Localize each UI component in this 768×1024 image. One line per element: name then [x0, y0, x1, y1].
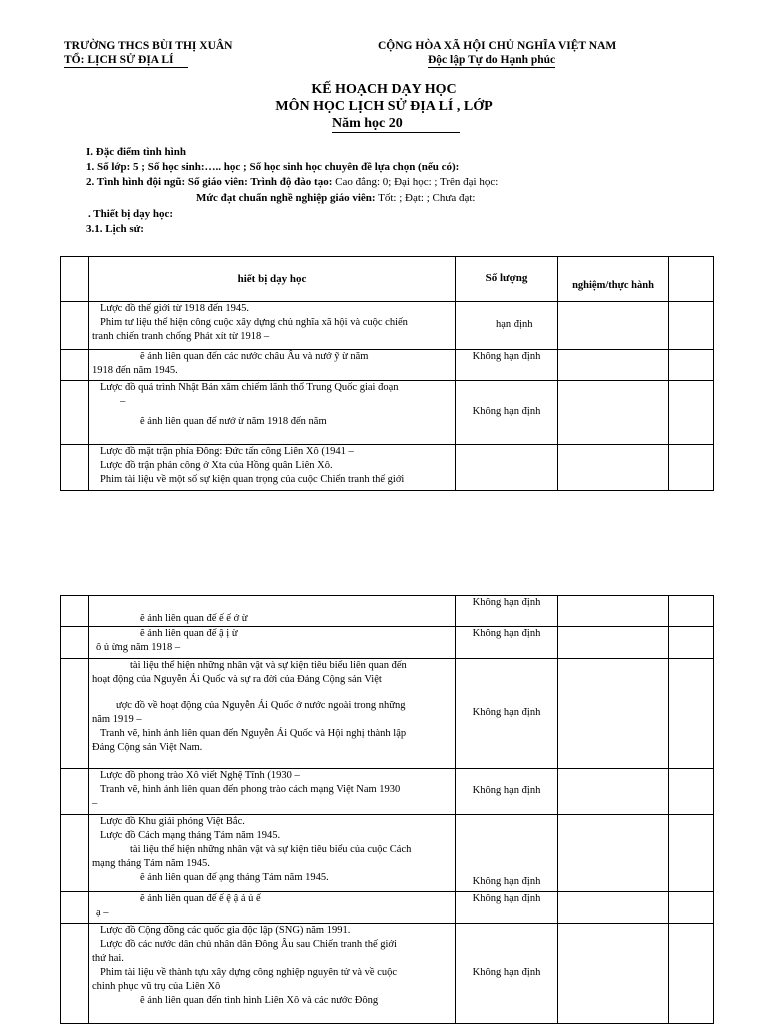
header-cell-note — [669, 257, 714, 302]
quantity-cell: Không hạn định — [456, 627, 558, 659]
table-row — [61, 924, 714, 1024]
quantity-cell: Không hạn định — [456, 892, 558, 924]
table-row — [61, 892, 714, 924]
quantity-cell: Không hạn định — [456, 381, 558, 445]
table-row — [61, 596, 714, 627]
staff-standard: Mức đạt chuẩn nghề nghiệp giáo viên: Tốt: ; Đạt: ; Chưa đạt: — [196, 192, 476, 204]
header-cell-index — [61, 257, 89, 302]
table-row — [61, 302, 714, 350]
equipment-cell: Lược đồ thế giới từ 1918 đến 1945. Phim tư liệu thể hiện công cuộc xây dựng chủ nghĩa xã hội và cuộc chiến tranh chiến tranh chống Phát xít từ 1918 – — [89, 302, 456, 350]
equipment-cell: Lược đồ quá trình Nhật Bản xâm chiếm lãnh thổ Trung Quốc giai đoạn – ẽ ảnh liên quan đế nướ ừ năm 1918 đến năm — [89, 381, 456, 445]
table-row — [61, 659, 714, 769]
quantity-cell: Không hạn định — [456, 659, 558, 769]
equipment-table-2 — [60, 595, 714, 1024]
history-heading: 3.1. Lịch sử: — [86, 223, 144, 235]
equipment-cell: Lược đồ mặt trận phía Đông: Đức tấn công Liên Xô (1941 – Lược đồ trận phản công ở Xta của Hồng quân Liên Xô. Phim tài liệu về một số sự kiện quan trọng của cuộc Chiến tranh thế giới — [89, 445, 456, 491]
equipment-heading: . Thiết bị dạy học: — [88, 208, 174, 220]
quantity-cell: Không hạn định — [456, 924, 558, 1024]
equipment-table-1 — [60, 256, 714, 491]
header-cell-experiment: nghiệm/thực hành — [558, 257, 669, 302]
table-row — [61, 381, 714, 445]
class-info: 1. Số lớp: 5 ; Số học sinh:….. học ; Số học sinh học chuyên đề lựa chọn (nếu có): — [86, 161, 460, 173]
section-situation: I. Đặc điểm tình hình — [86, 146, 186, 158]
quantity-cell — [456, 445, 558, 491]
table-row — [61, 627, 714, 659]
equipment-cell: ẽ ảnh liên quan đế ế ệ ậ ả ủ ế ạ – — [89, 892, 456, 924]
equipment-cell: ẽ ảnh liên quan đế ậ ị ừ ô ủ ừng năm 1918 – — [89, 627, 456, 659]
equipment-cell: tài liệu thể hiện những nhân vật và sự kiện tiêu biểu liên quan đến hoạt động của Nguyễn Ái Quốc và sự ra đời của Đảng Cộng sản Việt ược đồ về hoạt động của Nguyễn Ái Quốc ở nước ngoài trong những năm 1919 – Tranh vẽ, hình ảnh liên quan đến Nguyễn Ái Quốc và Hội nghị thành lập Đảng Cộng sản Việt Nam. — [89, 659, 456, 769]
school-name: TRƯỜNG THCS BÙI THỊ XUÂN — [64, 40, 233, 52]
table-row — [61, 350, 714, 381]
nation-name: CỘNG HÒA XÃ HỘI CHỦ NGHĨA VIỆT NAM — [378, 40, 617, 52]
table-header-row — [61, 257, 714, 302]
subject-title: MÔN HỌC LỊCH SỬ ĐỊA LÍ , LỚP — [275, 99, 493, 114]
table-row — [61, 815, 714, 892]
equipment-cell: ẽ ảnh liên quan đế ế ế ớ ừ — [89, 596, 456, 627]
plan-title: KẾ HOẠCH DẠY HỌC — [311, 82, 457, 97]
header-cell-quantity: Số lượng — [456, 257, 558, 302]
table-row — [61, 769, 714, 815]
table-row — [61, 445, 714, 491]
equipment-cell: Lược đồ Khu giải phóng Việt Bắc. Lược đồ Cách mạng tháng Tám năm 1945. tài liệu thể hiện những nhân vật và sự kiện tiêu biểu của cuộc Cách mạng tháng Tám năm 1945. ẽ ảnh liên quan đế ạng tháng Tám năm 1945. — [89, 815, 456, 892]
national-motto: Độc lập Tự do Hạnh phúc — [428, 54, 556, 66]
quantity-cell: Không hạn định — [456, 769, 558, 815]
equipment-cell: ẽ ảnh liên quan đến các nước châu Âu và nướ ỹ ừ năm 1918 đến năm 1945. — [89, 350, 456, 381]
quantity-cell: hạn định — [456, 302, 558, 350]
header-cell-equipment: hiết bị dạy học — [89, 257, 456, 302]
department-name: TỔ: LỊCH SỬ ĐỊA LÍ — [64, 53, 188, 68]
quantity-cell: Không hạn định — [456, 350, 558, 381]
equipment-cell: Lược đồ Cộng đồng các quốc gia độc lập (SNG) năm 1991. Lược đồ các nước dân chủ nhân dân Đông Âu sau Chiến tranh thế giới thứ hai. Phim tài liệu về thành tựu xây dựng công nghiệp nguyên tử và về cuộc chinh phục vũ trụ của Liên Xô ẽ ảnh liên quan đến tình hình Liên Xô và các nước Đông — [89, 924, 456, 1024]
school-year: Năm học 20 — [332, 115, 460, 133]
staff-info: 2. Tình hình đội ngũ: Số giáo viên: Trình độ đào tạo: Cao đẳng: 0; Đại học: ; Trên đại học: — [86, 176, 499, 188]
quantity-cell: Không hạn định — [456, 596, 558, 627]
equipment-cell: Lược đồ phong trào Xô viết Nghệ Tĩnh (1930 – Tranh vẽ, hình ảnh liên quan đến phong trào cách mạng Việt Nam 1930 – — [89, 769, 456, 815]
quantity-cell: Không hạn định — [456, 815, 558, 892]
